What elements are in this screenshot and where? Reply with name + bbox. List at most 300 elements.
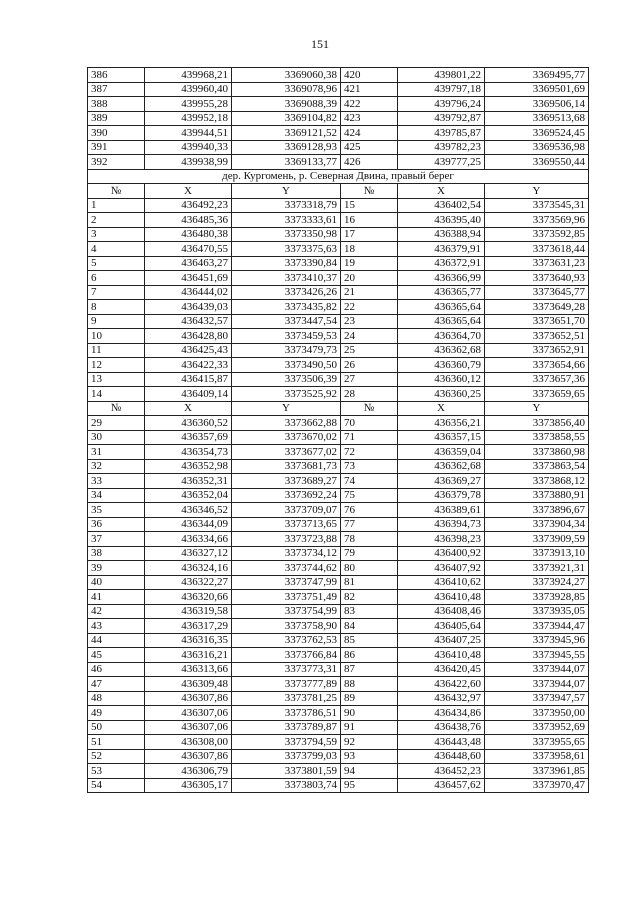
x-coordinate-cell: 436379,78	[398, 488, 485, 503]
x-coordinate-cell: 439960,40	[145, 82, 232, 97]
point-number-cell: 19	[341, 256, 398, 271]
x-coordinate-cell: 436313,66	[145, 662, 232, 677]
y-coordinate-cell: Y	[485, 401, 589, 416]
y-coordinate-cell: 3373868,12	[485, 474, 589, 489]
point-number-cell: 6	[88, 271, 145, 286]
y-coordinate-cell: 3373863,54	[485, 459, 589, 474]
x-coordinate-cell: 436425,43	[145, 343, 232, 358]
point-number-cell: 34	[88, 488, 145, 503]
x-coordinate-cell: 436408,46	[398, 604, 485, 619]
y-coordinate-cell: 3373801,59	[232, 764, 341, 779]
table-row	[88, 314, 589, 329]
table-header-row	[88, 401, 589, 416]
x-coordinate-cell: 436324,16	[145, 561, 232, 576]
y-coordinate-cell: 3373652,91	[485, 343, 589, 358]
x-coordinate-cell: 436316,35	[145, 633, 232, 648]
table-row	[88, 198, 589, 213]
point-number-cell: 1	[88, 198, 145, 213]
x-coordinate-cell: 436369,27	[398, 474, 485, 489]
y-coordinate-cell: 3373896,67	[485, 503, 589, 518]
point-number-cell: 39	[88, 561, 145, 576]
table-row	[88, 735, 589, 750]
x-coordinate-cell: 436444,02	[145, 285, 232, 300]
x-coordinate-cell: 436360,25	[398, 387, 485, 402]
x-coordinate-cell: 436394,73	[398, 517, 485, 532]
x-coordinate-cell: 436410,48	[398, 648, 485, 663]
x-coordinate-cell: 436492,23	[145, 198, 232, 213]
y-coordinate-cell: 3373766,84	[232, 648, 341, 663]
point-number-cell: 91	[341, 720, 398, 735]
table-row	[88, 155, 589, 170]
x-coordinate-cell: 436344,09	[145, 517, 232, 532]
y-coordinate-cell: 3373794,59	[232, 735, 341, 750]
x-coordinate-cell: 439792,87	[398, 111, 485, 126]
y-coordinate-cell: Y	[485, 184, 589, 199]
x-coordinate-cell: 436485,36	[145, 213, 232, 228]
x-coordinate-cell: 436359,04	[398, 445, 485, 460]
y-coordinate-cell: 3373631,23	[485, 256, 589, 271]
point-number-cell: 10	[88, 329, 145, 344]
y-coordinate-cell: 3373860,98	[485, 445, 589, 460]
x-coordinate-cell: 436410,48	[398, 590, 485, 605]
x-coordinate-cell: 436334,66	[145, 532, 232, 547]
y-coordinate-cell: 3373935,05	[485, 604, 589, 619]
x-coordinate-cell: X	[398, 184, 485, 199]
y-coordinate-cell: 3373410,37	[232, 271, 341, 286]
x-coordinate-cell: 436354,73	[145, 445, 232, 460]
point-number-cell: 18	[341, 242, 398, 257]
x-coordinate-cell: 439955,28	[145, 97, 232, 112]
table-row	[88, 271, 589, 286]
y-coordinate-cell: 3373928,85	[485, 590, 589, 605]
point-number-cell: 48	[88, 691, 145, 706]
x-coordinate-cell: 436451,69	[145, 271, 232, 286]
x-coordinate-cell: 436308,00	[145, 735, 232, 750]
x-coordinate-cell: 436305,17	[145, 778, 232, 793]
table-row	[88, 300, 589, 315]
y-coordinate-cell: 3373744,62	[232, 561, 341, 576]
x-coordinate-cell: 439785,87	[398, 126, 485, 141]
point-number-cell: 387	[88, 82, 145, 97]
table-row	[88, 517, 589, 532]
x-coordinate-cell: 439782,23	[398, 140, 485, 155]
x-coordinate-cell: 436448,60	[398, 749, 485, 764]
point-number-cell: 426	[341, 155, 398, 170]
point-number-cell: 94	[341, 764, 398, 779]
point-number-cell: 45	[88, 648, 145, 663]
x-coordinate-cell: 436405,64	[398, 619, 485, 634]
point-number-cell: 79	[341, 546, 398, 561]
point-number-cell: 35	[88, 503, 145, 518]
point-number-cell: 28	[341, 387, 398, 402]
y-coordinate-cell: 3369121,52	[232, 126, 341, 141]
table-header-row	[88, 184, 589, 199]
y-coordinate-cell: 3373447,54	[232, 314, 341, 329]
table-row	[88, 662, 589, 677]
x-coordinate-cell: 436452,23	[398, 764, 485, 779]
y-coordinate-cell: 3373652,51	[485, 329, 589, 344]
y-coordinate-cell: 3373945,96	[485, 633, 589, 648]
point-number-cell: 93	[341, 749, 398, 764]
x-coordinate-cell: 436434,86	[398, 706, 485, 721]
y-coordinate-cell: 3373856,40	[485, 416, 589, 431]
table-row	[88, 82, 589, 97]
table-row	[88, 372, 589, 387]
point-number-cell: 14	[88, 387, 145, 402]
x-coordinate-cell: 436398,23	[398, 532, 485, 547]
y-coordinate-cell: 3369088,39	[232, 97, 341, 112]
point-number-cell: 52	[88, 749, 145, 764]
x-coordinate-cell: 436360,12	[398, 372, 485, 387]
y-coordinate-cell: 3373773,31	[232, 662, 341, 677]
point-number-cell: 40	[88, 575, 145, 590]
table-row	[88, 677, 589, 692]
point-number-cell: 421	[341, 82, 398, 97]
point-number-cell: 15	[341, 198, 398, 213]
x-coordinate-cell: 436357,69	[145, 430, 232, 445]
point-number-cell: 7	[88, 285, 145, 300]
x-coordinate-cell: X	[398, 401, 485, 416]
y-coordinate-cell: 3369078,96	[232, 82, 341, 97]
y-coordinate-cell: 3373944,47	[485, 619, 589, 634]
y-coordinate-cell: 3373921,31	[485, 561, 589, 576]
x-coordinate-cell: 436306,79	[145, 764, 232, 779]
y-coordinate-cell: 3373459,53	[232, 329, 341, 344]
point-number-cell: 423	[341, 111, 398, 126]
y-coordinate-cell: 3373945,55	[485, 648, 589, 663]
x-coordinate-cell: 436366,99	[398, 271, 485, 286]
x-coordinate-cell: 436319,58	[145, 604, 232, 619]
x-coordinate-cell: 436407,25	[398, 633, 485, 648]
table-row	[88, 503, 589, 518]
x-coordinate-cell: 436457,62	[398, 778, 485, 793]
y-coordinate-cell: 3373426,26	[232, 285, 341, 300]
point-number-cell: 21	[341, 285, 398, 300]
x-coordinate-cell: 439968,21	[145, 68, 232, 83]
point-number-cell: 41	[88, 590, 145, 605]
x-coordinate-cell: 436422,60	[398, 677, 485, 692]
point-number-cell: 24	[341, 329, 398, 344]
y-coordinate-cell: 3373375,63	[232, 242, 341, 257]
point-number-cell: 53	[88, 764, 145, 779]
point-number-cell: №	[88, 401, 145, 416]
point-number-cell: 3	[88, 227, 145, 242]
point-number-cell: №	[88, 184, 145, 199]
point-number-cell: 86	[341, 648, 398, 663]
x-coordinate-cell: 436327,12	[145, 546, 232, 561]
table-row	[88, 749, 589, 764]
table-row	[88, 227, 589, 242]
point-number-cell: 88	[341, 677, 398, 692]
point-number-cell: 389	[88, 111, 145, 126]
point-number-cell: 12	[88, 358, 145, 373]
point-number-cell: 391	[88, 140, 145, 155]
x-coordinate-cell: 436346,52	[145, 503, 232, 518]
table-row	[88, 706, 589, 721]
y-coordinate-cell: 3369495,77	[485, 68, 589, 83]
point-number-cell: 76	[341, 503, 398, 518]
y-coordinate-cell: 3373592,85	[485, 227, 589, 242]
page-number: 151	[311, 37, 329, 51]
point-number-cell: 51	[88, 735, 145, 750]
point-number-cell: 2	[88, 213, 145, 228]
table-row	[88, 720, 589, 735]
y-coordinate-cell: 3373525,92	[232, 387, 341, 402]
point-number-cell: 38	[88, 546, 145, 561]
table-row	[88, 111, 589, 126]
table-row	[88, 604, 589, 619]
x-coordinate-cell: 436470,55	[145, 242, 232, 257]
table-row	[88, 691, 589, 706]
point-number-cell: 4	[88, 242, 145, 257]
point-number-cell: 9	[88, 314, 145, 329]
point-number-cell: 74	[341, 474, 398, 489]
x-coordinate-cell: 436322,27	[145, 575, 232, 590]
y-coordinate-cell: 3373754,99	[232, 604, 341, 619]
point-number-cell: 22	[341, 300, 398, 315]
y-coordinate-cell: 3373709,07	[232, 503, 341, 518]
y-coordinate-cell: 3369524,45	[485, 126, 589, 141]
y-coordinate-cell: 3373670,02	[232, 430, 341, 445]
table-row	[88, 68, 589, 83]
table-row	[88, 633, 589, 648]
x-coordinate-cell: 436463,27	[145, 256, 232, 271]
y-coordinate-cell: 3373789,87	[232, 720, 341, 735]
table-row	[88, 561, 589, 576]
point-number-cell: 54	[88, 778, 145, 793]
x-coordinate-cell: 436365,77	[398, 285, 485, 300]
y-coordinate-cell: 3373506,39	[232, 372, 341, 387]
y-coordinate-cell: 3369536,98	[485, 140, 589, 155]
section-title: дер. Кургомень, р. Северная Двина, правый берег	[88, 169, 589, 184]
point-number-cell: 5	[88, 256, 145, 271]
table-row	[88, 213, 589, 228]
point-number-cell: 75	[341, 488, 398, 503]
x-coordinate-cell: 436307,06	[145, 720, 232, 735]
y-coordinate-cell: Y	[232, 184, 341, 199]
y-coordinate-cell: 3373333,61	[232, 213, 341, 228]
x-coordinate-cell: 436422,33	[145, 358, 232, 373]
table-row	[88, 387, 589, 402]
y-coordinate-cell: 3369104,82	[232, 111, 341, 126]
x-coordinate-cell: 436365,64	[398, 300, 485, 315]
x-coordinate-cell: 436352,04	[145, 488, 232, 503]
x-coordinate-cell: 436352,31	[145, 474, 232, 489]
x-coordinate-cell: 439797,18	[398, 82, 485, 97]
x-coordinate-cell: 436379,91	[398, 242, 485, 257]
table-row	[88, 575, 589, 590]
x-coordinate-cell: 436480,38	[145, 227, 232, 242]
y-coordinate-cell: 3373781,25	[232, 691, 341, 706]
x-coordinate-cell: 436307,86	[145, 749, 232, 764]
point-number-cell: 30	[88, 430, 145, 445]
y-coordinate-cell: 3373944,07	[485, 662, 589, 677]
y-coordinate-cell: 3373651,70	[485, 314, 589, 329]
table-row	[88, 764, 589, 779]
x-coordinate-cell: 436309,48	[145, 677, 232, 692]
table-row	[88, 430, 589, 445]
y-coordinate-cell: 3373390,84	[232, 256, 341, 271]
x-coordinate-cell: 436365,64	[398, 314, 485, 329]
y-coordinate-cell: 3373880,91	[485, 488, 589, 503]
y-coordinate-cell: 3373350,98	[232, 227, 341, 242]
point-number-cell: 31	[88, 445, 145, 460]
point-number-cell: 80	[341, 561, 398, 576]
x-coordinate-cell: 439944,51	[145, 126, 232, 141]
y-coordinate-cell: 3373924,27	[485, 575, 589, 590]
y-coordinate-cell: 3373479,73	[232, 343, 341, 358]
x-coordinate-cell: 436407,92	[398, 561, 485, 576]
point-number-cell: 33	[88, 474, 145, 489]
x-coordinate-cell: 436410,62	[398, 575, 485, 590]
x-coordinate-cell: 436439,03	[145, 300, 232, 315]
point-number-cell: 42	[88, 604, 145, 619]
x-coordinate-cell: 439952,18	[145, 111, 232, 126]
x-coordinate-cell: 436400,92	[398, 546, 485, 561]
y-coordinate-cell: 3369060,38	[232, 68, 341, 83]
point-number-cell: 424	[341, 126, 398, 141]
point-number-cell: 73	[341, 459, 398, 474]
x-coordinate-cell: 436438,76	[398, 720, 485, 735]
y-coordinate-cell: 3373692,24	[232, 488, 341, 503]
y-coordinate-cell: 3373569,96	[485, 213, 589, 228]
y-coordinate-cell: 3373545,31	[485, 198, 589, 213]
y-coordinate-cell: 3373747,99	[232, 575, 341, 590]
y-coordinate-cell: 3373435,82	[232, 300, 341, 315]
x-coordinate-cell: 436432,97	[398, 691, 485, 706]
y-coordinate-cell: 3373955,65	[485, 735, 589, 750]
point-number-cell: 46	[88, 662, 145, 677]
point-number-cell: 420	[341, 68, 398, 83]
y-coordinate-cell: 3373762,53	[232, 633, 341, 648]
x-coordinate-cell: 436395,40	[398, 213, 485, 228]
point-number-cell: 87	[341, 662, 398, 677]
x-coordinate-cell: 439940,33	[145, 140, 232, 155]
table-row	[88, 648, 589, 663]
table-row	[88, 242, 589, 257]
x-coordinate-cell: 436364,70	[398, 329, 485, 344]
y-coordinate-cell: 3373909,59	[485, 532, 589, 547]
x-coordinate-cell: 436307,06	[145, 706, 232, 721]
y-coordinate-cell: 3369513,68	[485, 111, 589, 126]
table-row	[88, 140, 589, 155]
y-coordinate-cell: 3373858,55	[485, 430, 589, 445]
point-number-cell: 26	[341, 358, 398, 373]
y-coordinate-cell: 3369550,44	[485, 155, 589, 170]
point-number-cell: 92	[341, 735, 398, 750]
y-coordinate-cell: 3373947,57	[485, 691, 589, 706]
y-coordinate-cell: 3373659,65	[485, 387, 589, 402]
y-coordinate-cell: 3373657,36	[485, 372, 589, 387]
y-coordinate-cell: 3369506,14	[485, 97, 589, 112]
point-number-cell: 425	[341, 140, 398, 155]
y-coordinate-cell: 3373961,85	[485, 764, 589, 779]
table-row	[88, 488, 589, 503]
y-coordinate-cell: 3373734,12	[232, 546, 341, 561]
point-number-cell: 390	[88, 126, 145, 141]
y-coordinate-cell: 3373944,07	[485, 677, 589, 692]
y-coordinate-cell: 3373904,34	[485, 517, 589, 532]
y-coordinate-cell: 3369128,93	[232, 140, 341, 155]
x-coordinate-cell: 436432,57	[145, 314, 232, 329]
y-coordinate-cell: 3373758,90	[232, 619, 341, 634]
point-number-cell: №	[341, 184, 398, 199]
y-coordinate-cell: 3369501,69	[485, 82, 589, 97]
table-row	[88, 97, 589, 112]
y-coordinate-cell: 3373689,27	[232, 474, 341, 489]
y-coordinate-cell: 3373640,93	[485, 271, 589, 286]
point-number-cell: 95	[341, 778, 398, 793]
y-coordinate-cell: 3369133,77	[232, 155, 341, 170]
y-coordinate-cell: 3373677,02	[232, 445, 341, 460]
point-number-cell: 78	[341, 532, 398, 547]
point-number-cell: 72	[341, 445, 398, 460]
table-row	[88, 546, 589, 561]
point-number-cell: 89	[341, 691, 398, 706]
table-row	[88, 590, 589, 605]
point-number-cell: 25	[341, 343, 398, 358]
y-coordinate-cell: 3373723,88	[232, 532, 341, 547]
point-number-cell: 16	[341, 213, 398, 228]
x-coordinate-cell: 436428,80	[145, 329, 232, 344]
y-coordinate-cell: 3373970,47	[485, 778, 589, 793]
y-coordinate-cell: 3373490,50	[232, 358, 341, 373]
y-coordinate-cell: 3373913,10	[485, 546, 589, 561]
y-coordinate-cell: 3373662,88	[232, 416, 341, 431]
point-number-cell: 422	[341, 97, 398, 112]
x-coordinate-cell: 436415,87	[145, 372, 232, 387]
x-coordinate-cell: 436362,68	[398, 343, 485, 358]
table-row	[88, 343, 589, 358]
y-coordinate-cell: 3373777,89	[232, 677, 341, 692]
point-number-cell: 11	[88, 343, 145, 358]
x-coordinate-cell: 436317,29	[145, 619, 232, 634]
y-coordinate-cell: 3373950,00	[485, 706, 589, 721]
table-row	[88, 285, 589, 300]
y-coordinate-cell: 3373318,79	[232, 198, 341, 213]
section-title-row	[88, 169, 589, 184]
x-coordinate-cell: 436320,66	[145, 590, 232, 605]
x-coordinate-cell: 436307,86	[145, 691, 232, 706]
x-coordinate-cell: 436356,21	[398, 416, 485, 431]
table-row	[88, 329, 589, 344]
point-number-cell: 84	[341, 619, 398, 634]
point-number-cell: 71	[341, 430, 398, 445]
y-coordinate-cell: 3373681,73	[232, 459, 341, 474]
point-number-cell: №	[341, 401, 398, 416]
point-number-cell: 44	[88, 633, 145, 648]
x-coordinate-cell: 436360,79	[398, 358, 485, 373]
point-number-cell: 17	[341, 227, 398, 242]
y-coordinate-cell: 3373645,77	[485, 285, 589, 300]
x-coordinate-cell: 436372,91	[398, 256, 485, 271]
point-number-cell: 82	[341, 590, 398, 605]
y-coordinate-cell: Y	[232, 401, 341, 416]
point-number-cell: 36	[88, 517, 145, 532]
table-row	[88, 256, 589, 271]
x-coordinate-cell: 436360,52	[145, 416, 232, 431]
y-coordinate-cell: 3373751,49	[232, 590, 341, 605]
x-coordinate-cell: 436352,98	[145, 459, 232, 474]
y-coordinate-cell: 3373618,44	[485, 242, 589, 257]
x-coordinate-cell: 439796,24	[398, 97, 485, 112]
y-coordinate-cell: 3373958,61	[485, 749, 589, 764]
point-number-cell: 29	[88, 416, 145, 431]
x-coordinate-cell: 439777,25	[398, 155, 485, 170]
point-number-cell: 23	[341, 314, 398, 329]
point-number-cell: 90	[341, 706, 398, 721]
table-row	[88, 459, 589, 474]
